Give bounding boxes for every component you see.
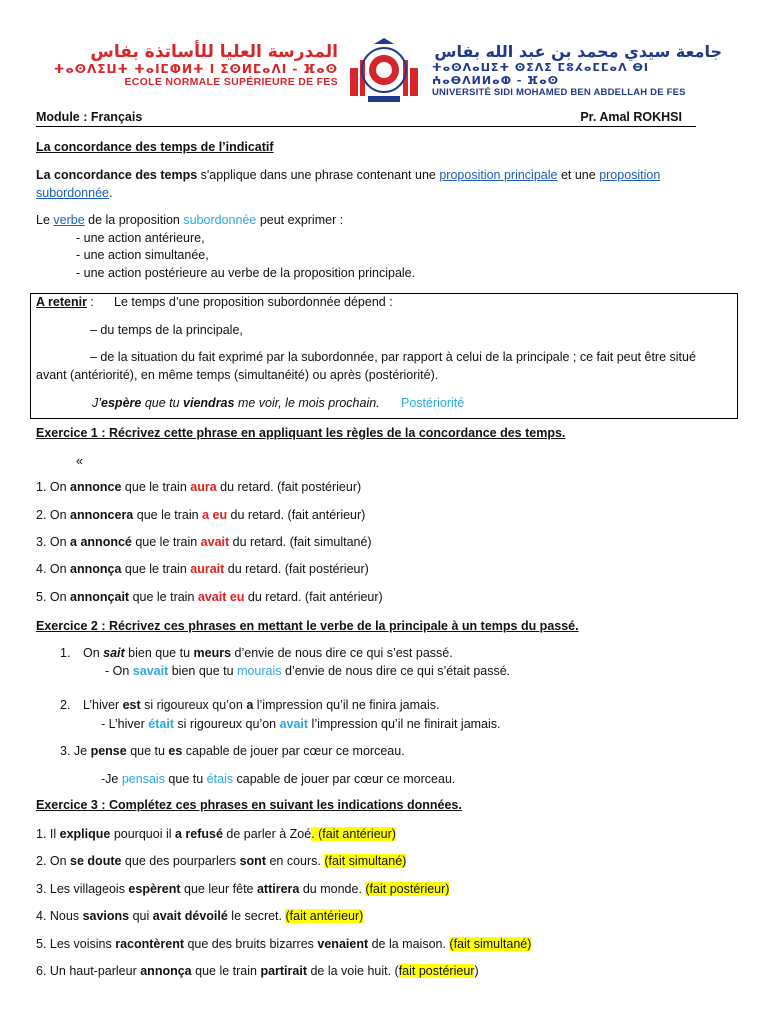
ex2-item-3 [60,744,405,758]
page-title: La concordance des temps de l’indicatif [36,140,274,154]
verbe-text-3: peut exprimer : [256,213,344,227]
ex1-line [36,562,369,576]
ex3-text: en cours. [265,854,325,868]
ex1-answer: avait [200,535,230,549]
ex1-verb: annonce [70,480,122,494]
retenir-lead: Le temps d’une proposition subordonnée dépend : [114,295,393,309]
example-end: me voir, le mois prochain. [234,396,380,410]
link-verbe[interactable]: verbe [53,213,85,227]
intro-text-2: et une [557,168,600,182]
intro-text-3: . [108,186,113,200]
example-espere: espère [101,396,142,410]
ex1-answer: avait eu [197,590,245,604]
ex3-text: 1. Il [36,827,60,841]
ex2-item-1 [83,646,453,660]
ex3-line [36,854,406,868]
ex2-answer-1 [105,664,510,678]
ex2-text: d’envie de nous dire ce qui s’était passé. [281,664,511,678]
ex3-verb: partirait [260,964,307,978]
ex1-line [36,535,372,549]
ex1-end: du retard. (fait postérieur) [216,480,362,494]
exercise-3-title: Exercice 3 : Complétez ces phrases en suivant les indications données. [36,798,462,812]
ex3-text: de la maison. [368,937,450,951]
ex1-mid: que le train [121,480,191,494]
ex1-num: 2. On [36,508,71,522]
ex3-verb: savions [82,909,130,923]
ex3-text: le secret. [227,909,286,923]
ex3-text: que des pourparlers [121,854,240,868]
ens-fes-name-block [38,42,338,88]
ex2-text: que tu [164,772,207,786]
ex3-line [36,909,363,923]
ex3-indication: (fait simultané) [324,854,407,868]
ex1-verb: a annoncé [70,535,132,549]
link-proposition-principale[interactable]: proposition principale [439,168,558,182]
ex1-verb: annonçait [70,590,130,604]
ex1-answer: aurait [190,562,225,576]
usmba-name-block [432,42,722,98]
module-line [36,110,696,127]
ens-arabic-name: المدرسة العليا للأساتذة بفاس [90,42,338,62]
ex3-text: du monde. [299,882,366,896]
university-emblem-icon [344,38,424,108]
ex3-verb: explique [59,827,111,841]
ex3-line [36,964,479,978]
ex2-answer-etait: était [148,717,174,731]
action-item: - une action antérieure, [76,231,205,245]
ex2-text: l’impression qu’il ne finira jamais. [253,698,440,712]
ex1-num: 3. On [36,535,71,549]
ex3-line [36,882,449,896]
ex3-indication: . (fait antérieur) [311,827,396,841]
ex1-line [36,590,383,604]
ex1-mid: que le train [131,535,201,549]
ex3-verb: racontèrent [115,937,184,951]
retenir-colon: : [86,295,94,309]
example-j: J’ [92,396,102,410]
posteriorite-tag: Postériorité [401,396,465,410]
ex3-verb: sont [239,854,266,868]
ex3-text: 5. Les voisins [36,937,116,951]
module-label: Module : Français [36,110,143,124]
ex1-num: 1. On [36,480,71,494]
ex1-answer: a eu [202,508,228,522]
ex2-answer-savait: savait [132,664,169,678]
ex3-verb: attirera [256,882,300,896]
exercise-1-title: Exercice 1 : Récrivez cette phrase en appliquant les règles de la concordance des temps. [36,426,566,440]
ex2-item-1-num: 1. [60,646,71,660]
subordonnee-word: subordonnée [183,213,257,227]
retenir-lead-line [36,295,94,309]
link-proposition-subordonnee-part1[interactable]: proposition [599,168,661,182]
intro-line-1 [36,168,660,182]
ex1-mid: que le train [133,508,203,522]
ex1-end: du retard. (fait antérieur) [244,590,383,604]
ex2-text: - L’hiver [101,717,149,731]
ex3-text: que leur fête [180,882,257,896]
retenir-item-2a: – de la situation du fait exprimé par la subordonnée, par rapport à celui de la principale ; ce fait peut être situé [90,350,696,364]
ex2-verb-es: es [168,744,183,758]
ex2-answer-etais: étais [206,772,234,786]
ex1-line [36,508,365,522]
ex2-text: bien que tu [124,646,194,660]
action-item: - une action simultanée, [76,248,209,262]
professor-name: Pr. Amal ROKHSI [580,110,682,124]
ex3-indication: (fait simultané) [449,937,532,951]
exercise-1-quote: « [76,454,83,468]
ex2-verb-sait: sait [103,646,125,660]
verbe-line [36,213,343,227]
usmba-arabic-name: جامعة سيدي محمد بن عبد الله بفاس [434,42,722,61]
ex1-num: 5. On [36,590,71,604]
ex2-answer-avait: avait [279,717,309,731]
retenir-example [92,396,380,410]
ex1-verb: annoncera [70,508,134,522]
ex2-text: L’hiver [83,698,123,712]
ex3-text: 2. On [36,854,71,868]
intro-bold: La concordance des temps [36,168,198,182]
ex3-text: que des bruits bizarres [184,937,318,951]
ex3-verb: se doute [70,854,122,868]
ex2-answer-pensais: pensais [121,772,165,786]
ex2-text: que tu [126,744,169,758]
ex3-text: qui [129,909,153,923]
ex3-text: que le train [191,964,261,978]
ex2-verb-est: est [122,698,141,712]
ex2-answer-3 [101,772,455,786]
ex3-text: ) [474,964,479,978]
ex1-end: du retard. (fait simultané) [229,535,372,549]
ex2-text: -Je [101,772,122,786]
ex1-mid: que le train [129,590,198,604]
ex3-text: pourquoi il [110,827,175,841]
ex3-line [36,937,531,951]
ex3-text: 4. Nous [36,909,83,923]
ex2-answer-mourais: mourais [237,664,282,678]
ex3-text: 3. Les villageois [36,882,129,896]
ex3-indication: fait postérieur [398,964,475,978]
ex2-item-2 [83,698,439,712]
ex1-line [36,480,361,494]
ex1-end: du retard. (fait postérieur) [224,562,369,576]
ex2-text: capable de jouer par cœur ce morceau. [233,772,456,786]
ex2-answer-2 [101,717,501,731]
retenir-item-2b: avant (antériorité), en même temps (simultanéité) ou après (postériorité). [36,368,439,382]
ex1-end: du retard. (fait antérieur) [227,508,366,522]
ex2-text: si rigoureux qu’on [173,717,280,731]
ex3-verb: avait dévoilé [152,909,228,923]
ex2-text: 3. Je [60,744,91,758]
ex1-num: 4. On [36,562,71,576]
ex2-text: - On [105,664,133,678]
example-viendras: viendras [183,396,235,410]
institution-header [0,38,768,110]
intro-text-1: s'applique dans une phrase contenant une [197,168,440,182]
verbe-text-2: de la proposition [84,213,184,227]
ex2-text: bien que tu [168,664,238,678]
link-proposition-subordonnee-part2[interactable]: subordonnée [36,186,109,200]
ex2-text: si rigoureux qu’on [140,698,247,712]
ex2-verb-pense: pense [90,744,127,758]
ex1-mid: que le train [121,562,191,576]
ens-tifinagh-name: ⵜⴰⵙⴷⵉⵡⵜ ⵜⴰⵏⵎⵀⵍⵜ ⵏ ⵉⵙⵍⵎⴰⴷⵏ - ⴼⴰⵙ [53,62,338,76]
usmba-tifinagh-name: ⵜⴰⵙⴷⴰⵡⵉⵜ ⵙⵉⴷⵉ ⵎⵓⵃⴰⵎⵎⴰⴷ ⴱⵏ ⵄⴰⴱⴷⵍⵍⴰⵀ - ⴼⴰⵙ [432,61,649,87]
ex2-text: l’impression qu’il ne finirait jamais. [308,717,501,731]
usmba-french-name: UNIVERSITÉ SIDI MOHAMED BEN ABDELLAH DE FES [432,87,686,98]
ex2-verb-a: a [246,698,254,712]
ex3-verb: espèrent [128,882,181,896]
ex2-text: d’envie de nous dire ce qui s’est passé. [231,646,453,660]
ex3-verb: a refusé [174,827,223,841]
ex3-verb: venaient [317,937,369,951]
ex2-verb-meurs: meurs [193,646,232,660]
ex3-text: 6. Un haut-parleur [36,964,141,978]
ex2-item-2-num: 2. [60,698,71,712]
ex3-indication: (fait postérieur) [365,882,450,896]
ex3-indication: (fait antérieur) [285,909,364,923]
retenir-label: A retenir [36,295,87,309]
exercise-2-title: Exercice 2 : Récrivez ces phrases en mettant le verbe de la principale à un temps du passé. [36,619,579,633]
retenir-item-1: – du temps de la principale, [90,323,243,337]
action-item: - une action postérieure au verbe de la proposition principale. [76,266,416,280]
ex1-answer: aura [190,480,217,494]
ex1-verb: annonça [70,562,122,576]
ex3-line [36,827,396,841]
ex3-text: de parler à Zoé [222,827,312,841]
ens-french-name: ECOLE NORMALE SUPÉRIEURE DE FES [124,76,338,88]
verbe-text-1: Le [36,213,54,227]
ex2-text: On [83,646,104,660]
example-mid: que tu [141,396,184,410]
ex2-text: capable de jouer par cœur ce morceau. [182,744,405,758]
ex3-verb: annonça [140,964,192,978]
ex3-text: de la voie huit. ( [306,964,399,978]
intro-line-2 [36,186,112,200]
